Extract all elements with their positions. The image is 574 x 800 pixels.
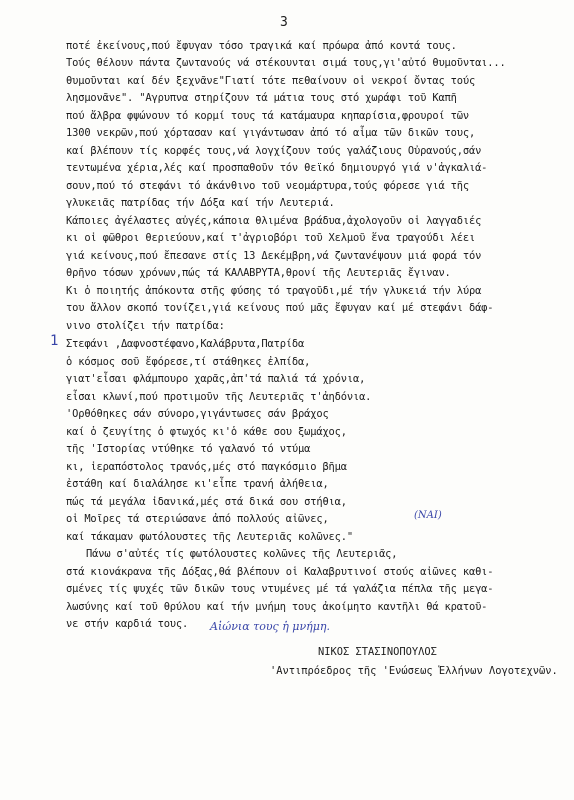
poem-line: Στεφάνι ,Δαφνοστέφανο,Καλάβρυτα,Πατρίδα	[66, 338, 305, 350]
prose-line: γλυκειᾶς πατρίδας τήν Δόξα καί τήν Λευτεριά.	[66, 197, 335, 209]
handwritten-addition: Αἰώνια τους ἡ μνήμη.	[210, 620, 330, 633]
poem-line: γιατ'εἶσαι φλάμπουρο χαρᾶς,ἀπ'τά παλιά τά χρόνια,	[66, 373, 366, 385]
prose-line: γιά κείνους,πού ἔπεσανε στίς 13 Δεκέμβρη,νά ζωντανέψουν μιά φορά τόν	[66, 250, 482, 262]
page-number: 3	[280, 15, 288, 30]
prose-line: πού ἄλβρα φψώνουν τό κορμί τους τά κατάμαυρα κηπαρίσια,φρουροί τῶν	[66, 110, 469, 122]
closing-line: σμένες τίς ψυχές τῶν δικῶν τους ντυμένες μέ τά γαλάζια πέπλα τῆς μεγα-	[66, 583, 494, 595]
prose-line: κι οἱ φῶθροι θεριεύουν,καί τ'ἀγριοβόρι τοῦ Χελμοῦ ἕνα τραγούδι λέει	[66, 232, 476, 244]
closing-line: Πάνω σ'αὐτές τίς φωτόλουστες κολῶνες τῆς Λευτεριᾶς,	[86, 548, 398, 560]
poem-line: καί ὁ ζευγίτης ὁ φτωχός κι'ὁ κάθε σου ξωμάχος,	[66, 426, 347, 438]
handwritten-margin-mark: 1	[50, 333, 59, 349]
closing-line: λωσύνης καί τοῦ θρύλου καί τήν μνήμη τους ἀκοίμητο καντῆλι θά κρατοῦ-	[66, 601, 488, 613]
poem-line: ἐστάθη καί διαλάλησε κι'εἶπε τρανή ἀλήθεια,	[66, 478, 329, 490]
closing-line: νε στήν καρδιά τους.	[66, 618, 189, 630]
poem-line: τῆς 'Ιστορίας ντύθηκε τό γαλανό τό ντύμα	[66, 443, 311, 455]
prose-line: θρῆνο τόσων χρόνων,πώς τά ΚΑΛΑΒΡΥΤΑ,θρονί τῆς Λευτεριᾶς ἔγιναν.	[66, 267, 451, 279]
prose-line: θυμοῦνται καί δέν ξεχνᾶνε"Γιατί τότε πεθαίνουν οἱ νεκροί ὄντας τούς	[66, 75, 476, 87]
prose-line: 1300 νεκρῶν,πού χόρτασαν καί γιγάντωσαν ἀπό τό αἷμα τῶν δικῶν τους,	[66, 127, 476, 139]
prose-line: λησμονᾶνε". "Αγρυπνα στηρίζουν τά μάτια τους στό χωράφι τοῦ Καπῆ	[66, 92, 457, 104]
poem-line: καί τάκαμαν φωτόλουστες τῆς Λευτεριᾶς κολῶνες."	[66, 531, 353, 543]
prose-line: νινο στολίζει τήν πατρίδα:	[66, 320, 225, 332]
prose-line: σουν,πού τό στεφάνι τό ἀκάνθινο τοῦ νεομάρτυρα,τούς φόρεσε γιά τῆς	[66, 180, 469, 192]
author-name: ΝΙΚΟΣ ΣΤΑΣΙΝΟΠΟΥΛΟΣ	[318, 646, 437, 658]
closing-line: στά κιονάκρανα τῆς Δόξας,θά βλέπουν οἱ Καλαβρυτινοί στούς αἰῶνες καθι-	[66, 566, 494, 578]
prose-line: Τούς θέλουν πάντα ζωντανούς νά στέκουνται σιμά τους,γι'αὐτό θυμοῦνται...	[66, 57, 506, 69]
handwritten-annotation: (ΝΑΙ)	[414, 510, 442, 521]
prose-line: καί βλέπουν τίς κορφές τους,νά λογχίζουν τούς γαλάζιους Οὐρανούς,σάν	[66, 145, 482, 157]
prose-line: Κάποιες ἀγέλαστες αὐγές,κάποια θλιμένα βράδυα,ἀχολογοῦν οἱ λαγγαδιές	[66, 215, 482, 227]
author-title: 'Αντιπρόεδρος τῆς 'Ενώσεως Ἑλλήνων Λογοτεχνῶν.	[270, 665, 558, 677]
prose-line: του ἄλλον σκοπό τονίζει,γιά κείνους πού μᾶς ἔφυγαν καί μέ στεφάνι δάφ-	[66, 302, 494, 314]
poem-line: πώς τά μεγάλα ἰδανικά,μές στά δικά σου στήθια,	[66, 496, 347, 508]
poem-line: ὁ κόσμος σοῦ ἔφόρεσε,τί στάθηκες ἐλπίδα,	[66, 356, 311, 368]
prose-line: τεντωμένα χέρια,λές καί προσπαθοῦν τόν θεϊκό δημιουργό γιά ν'ἀγκαλιά-	[66, 162, 488, 174]
poem-line: 'Ορθόθηκες σάν σύνορο,γιγάντωσες σάν βράχος	[66, 408, 329, 420]
poem-line: εἶσαι κλωνί,πού προτιμοῦν τῆς Λευτεριᾶς τ'ἀηδόνια.	[66, 391, 372, 403]
prose-line: Κι ὁ ποιητής ἀπόκοντα στῆς φύσης τό τραγοῦδι,μέ τήν γλυκειά τήν λύρα	[66, 285, 482, 297]
prose-line: ποτέ ἐκείνους,πού ἔφυγαν τόσο τραγικά καί πρόωρα ἀπό κοντά τους.	[66, 40, 457, 52]
poem-line: κι, ἱεραπόστολος τρανός,μές στό παγκόσμιο βῆμα	[66, 461, 347, 473]
poem-line: οἱ Μοῖρες τά στεριώσανε ἀπό πολλούς αἰῶνες,	[66, 513, 329, 525]
